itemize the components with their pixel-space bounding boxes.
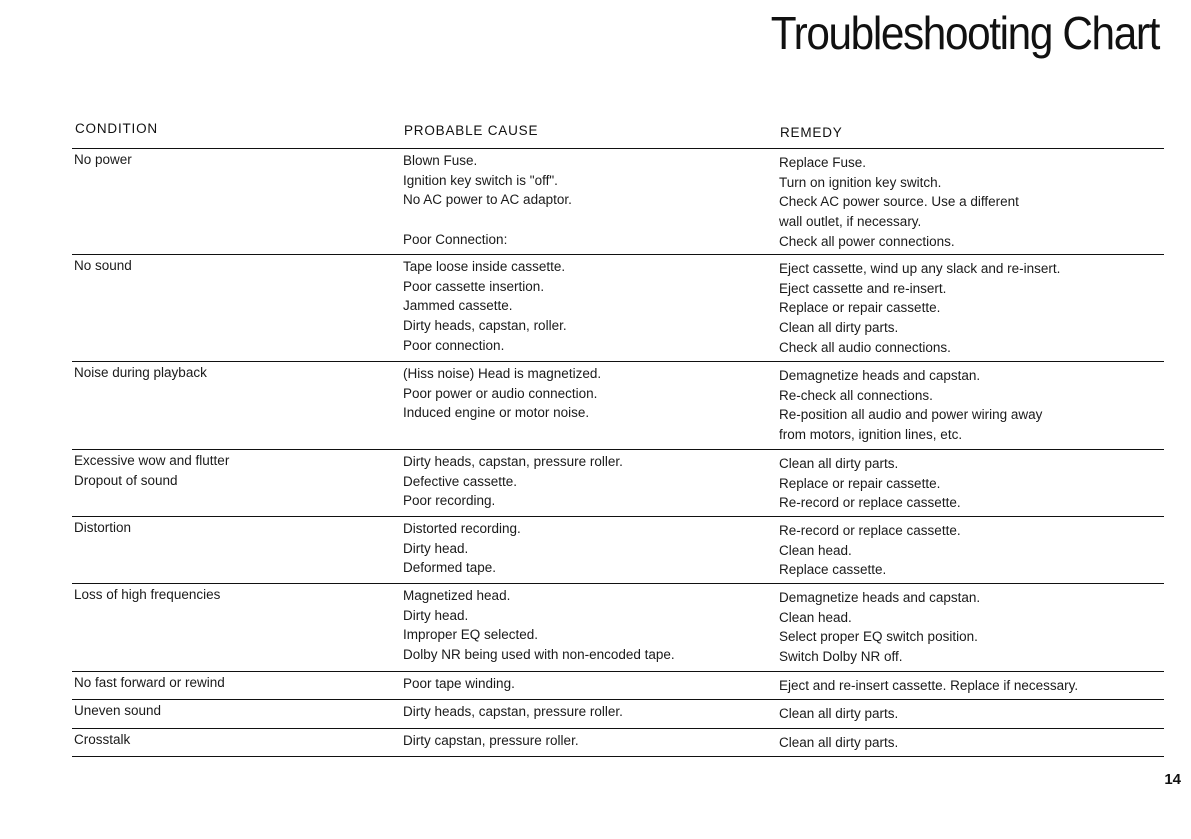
page-number: 14	[1164, 771, 1181, 788]
remedy-line: Replace cassette.	[779, 562, 887, 578]
condition-cell	[74, 730, 130, 750]
table-row	[72, 700, 1164, 729]
remedy-line: Eject cassette, wind up any slack and re-insert.	[779, 261, 1061, 276]
remedy-line: Select proper EQ switch position.	[779, 629, 978, 645]
remedy-line: Check AC power source. Use a different	[779, 194, 1019, 210]
cause-cell	[403, 702, 623, 722]
page-title: Troubleshooting Chart	[770, 7, 1159, 59]
cause-line: (Hiss noise) Head is magnetized.	[403, 366, 602, 381]
remedy-cell	[779, 259, 1060, 357]
cause-line: Tape loose inside cassette.	[403, 259, 566, 274]
remedy-line: Eject and re-insert cassette. Replace if necessary.	[779, 678, 1079, 693]
cause-cell	[403, 674, 515, 694]
remedy-line: Demagnetize heads and capstan.	[779, 368, 981, 383]
cause-line: Dirty heads, capstan, pressure roller.	[403, 454, 623, 469]
condition-line: Excessive wow and flutter	[74, 453, 230, 468]
condition-cell	[74, 701, 161, 721]
remedy-line: Clean all dirty parts.	[779, 706, 899, 721]
remedy-line: Demagnetize heads and capstan.	[779, 590, 981, 605]
remedy-line: Re-position all audio and power wiring away	[779, 407, 1043, 423]
table-row	[72, 450, 1164, 517]
remedy-cell	[779, 704, 898, 724]
cause-cell	[403, 151, 572, 249]
remedy-cell	[779, 153, 1019, 251]
header-remedy: REMEDY	[780, 125, 843, 140]
condition-cell	[74, 585, 220, 605]
condition-line: No power	[74, 152, 132, 167]
remedy-line: Turn on ignition key switch.	[779, 174, 942, 190]
condition-line: Loss of high frequencies	[74, 587, 221, 602]
remedy-line: Check all power connections.	[779, 233, 955, 249]
condition-line: Crosstalk	[74, 732, 131, 747]
table-row	[72, 149, 1164, 255]
condition-line: Noise during playback	[74, 365, 207, 380]
remedy-line: Clean head.	[779, 542, 852, 558]
cause-line: Dirty capstan, pressure roller.	[403, 733, 579, 748]
cause-line: Dirty head.	[403, 607, 469, 623]
remedy-cell	[779, 454, 961, 513]
cause-line: Poor recording.	[403, 493, 496, 509]
cause-line: Poor tape winding.	[403, 676, 515, 691]
cause-line: Poor connection.	[403, 337, 505, 353]
remedy-line: Switch Dolby NR off.	[779, 649, 903, 665]
cause-line: Poor power or audio connection.	[403, 385, 598, 401]
cause-cell	[403, 586, 675, 665]
remedy-line: Re-check all connections.	[779, 387, 933, 403]
condition-line: No sound	[74, 258, 132, 273]
cause-line: Dirty heads, capstan, pressure roller.	[403, 704, 623, 719]
remedy-line: Re-record or replace cassette.	[779, 523, 961, 538]
table-row	[72, 517, 1164, 584]
cause-line: Deformed tape.	[403, 560, 497, 576]
remedy-line: Replace Fuse.	[779, 155, 867, 170]
cause-line: Poor Connection:	[403, 231, 508, 247]
remedy-line: Re-record or replace cassette.	[779, 495, 961, 511]
cause-line: Dirty head.	[403, 540, 469, 556]
remedy-cell	[779, 733, 898, 753]
condition-cell	[74, 673, 225, 693]
condition-cell	[74, 363, 207, 383]
remedy-cell	[779, 366, 1042, 445]
header-probable-cause: PROBABLE CAUSE	[404, 123, 539, 138]
cause-line	[403, 210, 572, 230]
header-condition: CONDITION	[75, 121, 158, 136]
cause-line: Defective cassette.	[403, 473, 518, 489]
condition-cell	[74, 451, 229, 490]
remedy-line: Replace or repair cassette.	[779, 475, 941, 491]
condition-line: Distortion	[74, 520, 132, 535]
cause-line: No AC power to AC adaptor.	[403, 192, 572, 208]
condition-cell	[74, 150, 132, 170]
cause-line: Ignition key switch is "off".	[403, 172, 558, 188]
cause-line: Jammed cassette.	[403, 298, 513, 314]
remedy-cell	[779, 588, 980, 667]
condition-line: Dropout of sound	[74, 472, 178, 488]
remedy-line: from motors, ignition lines, etc.	[779, 427, 963, 443]
remedy-line: Clean all dirty parts.	[779, 320, 899, 336]
remedy-line: Replace or repair cassette.	[779, 300, 941, 316]
condition-line: No fast forward or rewind	[74, 675, 225, 690]
remedy-line: Check all audio connections.	[779, 339, 951, 355]
remedy-line: wall outlet, if necessary.	[779, 214, 922, 230]
cause-cell	[403, 364, 601, 423]
cause-line: Magnetized head.	[403, 588, 511, 603]
remedy-line: Clean head.	[779, 609, 852, 625]
table-row	[72, 255, 1164, 362]
remedy-line: Clean all dirty parts.	[779, 456, 899, 471]
cause-line: Distorted recording.	[403, 521, 521, 536]
remedy-cell	[779, 521, 961, 580]
condition-line: Uneven sound	[74, 703, 162, 718]
table-row	[72, 584, 1164, 672]
remedy-cell	[779, 676, 1078, 696]
cause-cell	[403, 452, 623, 511]
cause-line: Poor cassette insertion.	[403, 278, 545, 294]
cause-line: Dirty heads, capstan, roller.	[403, 318, 567, 334]
remedy-line: Eject cassette and re-insert.	[779, 280, 947, 296]
cause-cell	[403, 257, 567, 355]
table-row	[72, 672, 1164, 700]
cause-line: Improper EQ selected.	[403, 627, 539, 643]
cause-cell	[403, 731, 579, 751]
cause-cell	[403, 519, 521, 578]
troubleshooting-table	[72, 149, 1164, 757]
condition-cell	[74, 518, 131, 538]
remedy-line: Clean all dirty parts.	[779, 735, 899, 750]
table-row	[72, 362, 1164, 450]
cause-line: Blown Fuse.	[403, 153, 478, 168]
cause-line: Induced engine or motor noise.	[403, 405, 590, 421]
cause-line: Dolby NR being used with non-encoded tape.	[403, 647, 675, 663]
table-row	[72, 729, 1164, 757]
condition-cell	[74, 256, 132, 276]
